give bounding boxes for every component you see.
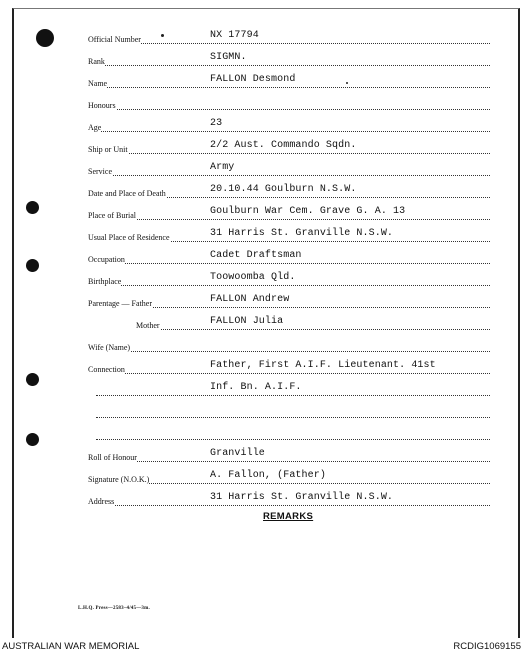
dotted-entry-line [88,505,490,506]
dotted-entry-line [88,373,490,374]
field-value: Inf. Bn. A.I.F. [210,382,302,393]
punch-hole-icon [26,259,39,272]
dotted-entry-line [96,417,490,418]
dotted-entry-line [96,439,490,440]
form-row [88,139,490,155]
dotted-entry-line [88,109,490,110]
field-value: Toowoomba Qld. [210,272,296,283]
field-value: 23 [210,118,223,129]
field-value: Army [210,162,235,173]
field-label: Mother [136,321,160,330]
punch-hole-icon [26,433,39,446]
field-value: Father, First A.I.F. Lieutenant. 41st [210,360,436,371]
field-label: Roll of Honour [88,453,137,462]
field-label: Occupation [88,255,125,264]
form-row [88,491,490,507]
field-value: SIGMN. [210,52,247,63]
form-row [88,359,490,375]
field-label: Age [88,123,102,132]
field-label: Parentage — Father [88,299,152,308]
form-row [88,161,490,177]
form-row [88,227,490,243]
form-row [88,183,490,199]
dotted-entry-line [88,351,490,352]
field-label: Usual Place of Residence [88,233,170,242]
field-label: Date and Place of Death [88,189,166,198]
field-label: Name [88,79,108,88]
field-value: FALLON Desmond [210,74,296,85]
field-label: Service [88,167,112,176]
record-reference: RCDIG1069155 [453,641,521,652]
form-row [88,381,490,397]
field-label: Birthplace [88,277,122,286]
dotted-entry-line [88,285,490,286]
form-row [88,51,490,67]
form-row [88,29,490,45]
field-value: A. Fallon, (Father) [210,470,326,481]
form-row [88,249,490,265]
form-row [88,117,490,133]
form-row [88,95,490,111]
field-label: Honours [88,101,116,110]
dotted-entry-line [96,395,490,396]
punch-hole-icon [26,373,39,386]
field-value: Granville [210,448,265,459]
field-value: Cadet Draftsman [210,250,302,261]
form-row [88,447,490,463]
dotted-entry-line [88,43,490,44]
form-row [88,403,490,419]
field-value: FALLON Andrew [210,294,290,305]
form-row [88,293,490,309]
field-label: Official Number [88,35,141,44]
field-value: 31 Harris St. Granville N.S.W. [210,492,394,503]
dotted-entry-line [88,263,490,264]
dotted-entry-line [88,87,490,88]
printer-imprint: L.H.Q. Press—2583–4/45—3m. [78,606,150,611]
field-label: Rank [88,57,105,66]
field-label: Wife (Name) [88,343,131,352]
field-value: 31 Harris St. Granville N.S.W. [210,228,394,239]
form-row [88,315,490,331]
form-row [88,205,490,221]
form-row [88,73,490,89]
punch-hole-icon [36,29,54,47]
field-label: Place of Burial [88,211,136,220]
field-value: 20.10.44 Goulburn N.S.W. [210,184,357,195]
form-row [88,469,490,485]
dotted-entry-line [136,329,490,330]
field-label: Signature (N.O.K.) [88,475,150,484]
dotted-entry-line [88,153,490,154]
form-row [88,271,490,287]
field-label: Address [88,497,115,506]
institution-name: AUSTRALIAN WAR MEMORIAL [2,641,140,652]
field-value: NX 17794 [210,30,259,41]
punch-hole-icon [26,201,39,214]
form-row [88,425,490,441]
dotted-entry-line [88,65,490,66]
field-value: Goulburn War Cem. Grave G. A. 13 [210,206,406,217]
field-label: Ship or Unit [88,145,128,154]
field-value: FALLON Julia [210,316,284,327]
field-value: 2/2 Aust. Commando Sqdn. [210,140,357,151]
dotted-entry-line [88,461,490,462]
archive-footer [0,639,523,654]
field-label: Connection [88,365,125,374]
dotted-entry-line [88,131,490,132]
remarks-heading: REMARKS [263,511,314,522]
form-row [88,337,490,353]
dotted-entry-line [88,219,490,220]
dotted-entry-line [88,175,490,176]
